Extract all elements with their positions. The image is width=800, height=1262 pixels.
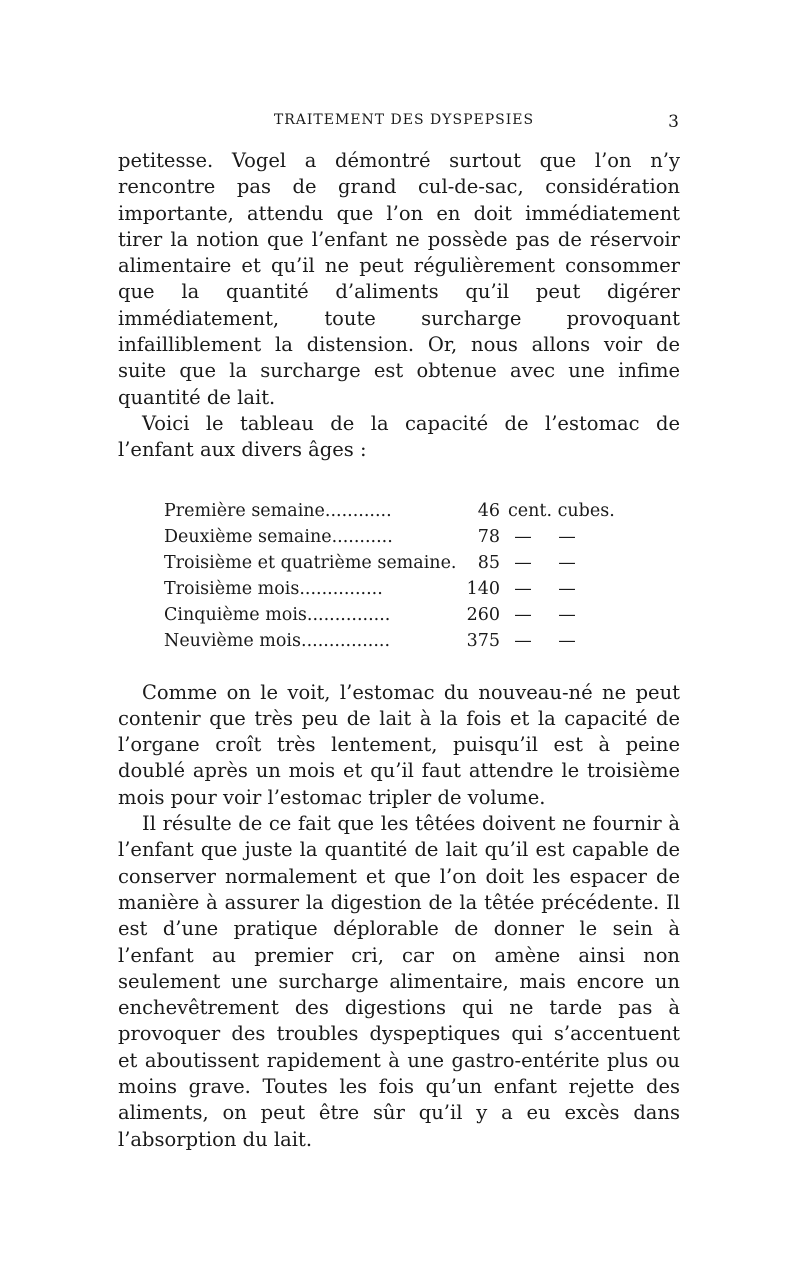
ditto-marks — [508, 550, 628, 576]
age-cell: Première semaine............ — [164, 500, 392, 521]
capacity-unit: cent. cubes. — [508, 500, 615, 521]
table-row — [164, 550, 628, 576]
paragraph: petitesse. Vogel a démontré surtout que l’on n’y rencontre pas de grand cul-de-sac, considération importante, attendu que l’on en doit immédiatement tirer la notion que l’enfant ne possède pas de réservoir alimentaire et qu’il ne peut régulièrement consommer que la quantité d’aliments qu’il peut digérer immédiatement, toute surcharge provoquant infailliblement la distension. Or, nous allons voir de suite que la surcharge est obtenue avec une infime quantité de lait. — [118, 149, 680, 409]
capacity-value: 375 — [466, 630, 500, 651]
ditto-marks — [508, 576, 628, 602]
ditto-marks — [508, 524, 628, 550]
ditto-dash: — — [558, 552, 576, 573]
capacity-value: 46 — [477, 500, 500, 521]
ditto-dash: — — [514, 630, 532, 651]
ditto-dash: — — [558, 630, 576, 651]
ditto-dash: — — [558, 578, 576, 599]
paragraph: Comme on le voit, l’estomac du nouveau-né ne peut contenir que très peu de lait à la fois et la capacité de l’organe croît très lentement, puisqu’il est à peine doublé après un mois et qu’il faut attendre le troisième mois pour voir l’estomac tripler de volume. — [118, 680, 680, 809]
table-row — [164, 602, 628, 628]
stomach-capacity-table — [164, 498, 628, 654]
age-cell: Deuxième semaine........... — [164, 526, 393, 547]
paragraph: Voici le tableau de la capacité de l’estomac de l’enfant aux divers âges : — [118, 411, 680, 462]
book-page — [118, 112, 680, 1153]
table-row — [164, 498, 628, 524]
age-cell: Troisième mois............... — [164, 578, 383, 599]
page-number: 3 — [668, 112, 680, 132]
age-cell: Neuvième mois................ — [164, 630, 391, 651]
capacity-value: 260 — [466, 604, 500, 625]
body-text — [118, 148, 680, 1153]
ditto-dash: — — [514, 604, 532, 625]
ditto-dash: — — [558, 526, 576, 547]
capacity-value: 78 — [477, 526, 500, 547]
running-title: TRAITEMENT DES DYSPEPSIES — [273, 112, 535, 128]
ditto-dash: — — [514, 526, 532, 547]
ditto-dash: — — [514, 552, 532, 573]
paragraph: Il résulte de ce fait que les têtées doivent ne fournir à l’enfant que juste la quantité de lait qu’il est capable de conserver normalement et que l’on doit les espacer de manière à assurer la digestion de la têtée précédente. Il est d’une pratique déplorable de donner le sein à l’enfant au premier cri, car on amène ainsi non seulement une surcharge alimentaire, mais encore un enchevêtrement des digestions qui ne tarde pas à provoquer des troubles dyspeptiques qui s’accentuent et aboutissent rapidement à une gastro-entérite plus ou moins grave. Toutes les fois qu’un enfant rejette des aliments, on peut être sûr qu’il y a eu excès dans l’absorption du lait. — [118, 812, 680, 1151]
table-row — [164, 576, 628, 602]
age-cell: Troisième et quatrième semaine. — [164, 552, 457, 573]
age-cell: Cinquième mois............... — [164, 604, 391, 625]
ditto-dash: — — [558, 604, 576, 625]
table-row — [164, 524, 628, 550]
capacity-value: 85 — [477, 552, 500, 573]
table-row — [164, 628, 628, 654]
ditto-marks — [508, 602, 628, 628]
ditto-marks — [508, 628, 628, 654]
ditto-dash: — — [514, 578, 532, 599]
running-head — [118, 112, 680, 136]
capacity-value: 140 — [466, 578, 500, 599]
